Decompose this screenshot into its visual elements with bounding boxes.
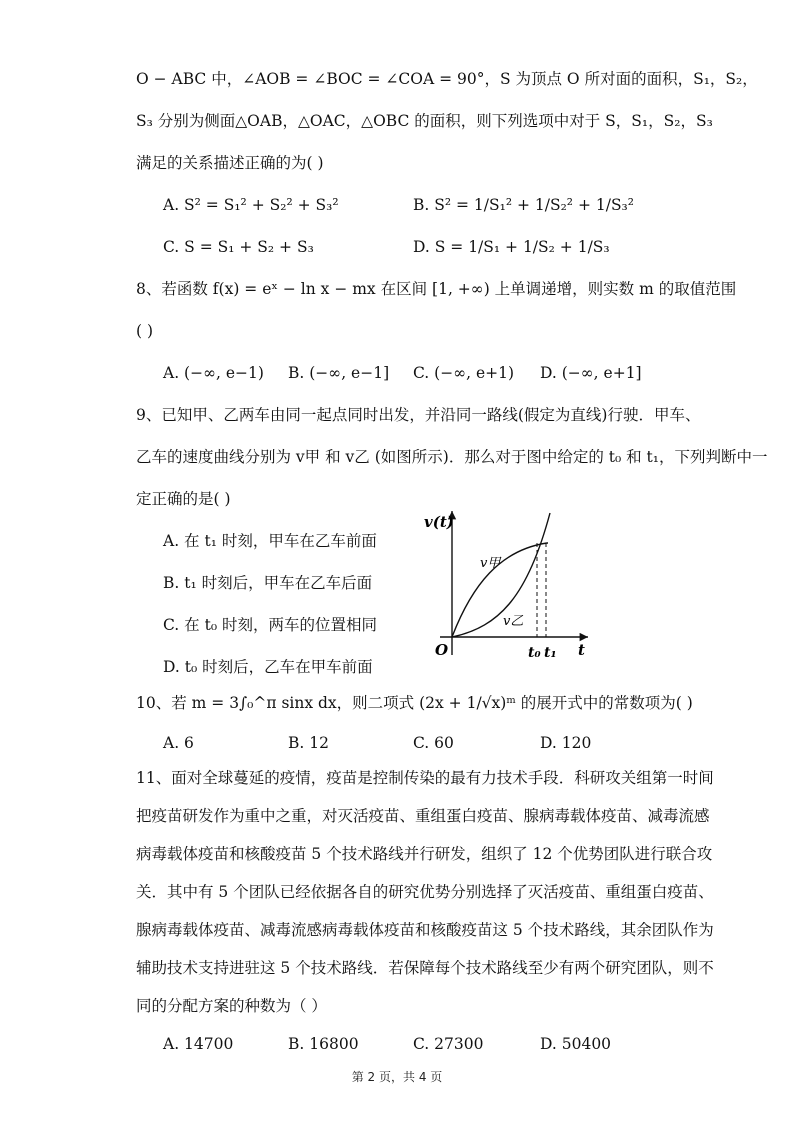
q7-option-c: C. S = S₁ + S₂ + S₃ [163, 238, 314, 256]
q8-line1: 8、若函数 f(x) = eˣ − ln x − mx 在区间 [1, +∞) 上单调递增，则实数 m 的取值范围 [136, 280, 737, 298]
q11-line3: 病毒载体疫苗和核酸疫苗 5 个技术路线并行研发，组织了 12 个优势团队进行联合攻 [136, 845, 713, 863]
q11-option-d: D. 50400 [540, 1035, 612, 1053]
q9-option-c: C. 在 t₀ 时刻，两车的位置相同 [163, 616, 377, 634]
page-footer: 第 2 页，共 4 页 [351, 1070, 443, 1084]
q7-option-d: D. S = 1/S₁ + 1/S₂ + 1/S₃ [413, 238, 610, 256]
q11-option-b: B. 16800 [288, 1035, 359, 1053]
q7-line3: 满足的关系描述正确的为( ) [136, 154, 324, 172]
v-yi-label: v乙 [503, 614, 524, 629]
q7-line2: S₃ 分别为侧面△OAB，△OAC，△OBC 的面积，则下列选项中对于 S，S₁，S₂，S₃ [136, 112, 713, 130]
t0-label: t₀ [528, 645, 541, 661]
q8-option-b: B. (−∞, e−1] [288, 364, 390, 382]
x-axis-label: t [578, 641, 585, 659]
q8-option-a: A. (−∞, e−1) [163, 364, 264, 382]
q10-option-c: C. 60 [413, 734, 454, 752]
v-jia-label: v甲 [480, 556, 501, 571]
q7-line1: O − ABC 中，∠AOB = ∠BOC = ∠COA = 90°，S 为顶点 O 所对面的面积，S₁，S₂， [136, 70, 758, 88]
q9-option-a: A. 在 t₁ 时刻，甲车在乙车前面 [163, 532, 377, 550]
y-axis-label: v(t) [424, 513, 454, 531]
velocity-graph [410, 505, 600, 670]
q10-option-b: B. 12 [288, 734, 329, 752]
q10-line1: 10、若 m = 3∫₀^π sinx dx，则二项式 (2x + 1/√x)ᵐ 的展开式中的常数项为( ) [136, 694, 693, 712]
q7-option-b: B. S² = 1/S₁² + 1/S₂² + 1/S₃² [413, 196, 634, 214]
origin-label: O [435, 641, 449, 659]
q7-option-a: A. S² = S₁² + S₂² + S₃² [163, 196, 339, 214]
curve-v-yi [452, 513, 550, 637]
q9-line3: 定正确的是( ) [136, 490, 231, 508]
q10-option-d: D. 120 [540, 734, 592, 752]
q8-line2: ( ) [136, 322, 154, 340]
q9-option-b: B. t₁ 时刻后，甲车在乙车后面 [163, 574, 373, 592]
q11-line1: 11、面对全球蔓延的疫情，疫苗是控制传染的最有力技术手段．科研攻关组第一时间 [136, 769, 714, 787]
q8-option-c: C. (−∞, e+1) [413, 364, 515, 382]
q9-option-d: D. t₀ 时刻后，乙车在甲车前面 [163, 658, 373, 676]
q11-line2: 把疫苗研发作为重中之重，对灭活疫苗、重组蛋白疫苗、腺病毒载体疫苗、减毒流感 [136, 807, 710, 825]
q11-line4: 关．其中有 5 个团队已经依据各自的研究优势分别选择了灭活疫苗、重组蛋白疫苗、 [136, 883, 714, 901]
q11-line6: 辅助技术支持进驻这 5 个技术路线．若保障每个技术路线至少有两个研究团队，则不 [136, 959, 714, 977]
q11-option-c: C. 27300 [413, 1035, 484, 1053]
q9-line1: 9、已知甲、乙两车由同一起点同时出发，并沿同一路线(假定为直线)行驶．甲车、 [136, 406, 701, 424]
q9-line2: 乙车的速度曲线分别为 v甲 和 v乙 (如图所示)．那么对于图中给定的 t₀ 和 t₁，下列判断中一 [136, 448, 768, 466]
q11-option-a: A. 14700 [163, 1035, 234, 1053]
q8-option-d: D. (−∞, e+1] [540, 364, 642, 382]
q11-line7: 同的分配方案的种数为（ ） [136, 997, 327, 1015]
t1-label: t₁ [544, 645, 557, 661]
q11-line5: 腺病毒载体疫苗、减毒流感病毒载体疫苗和核酸疫苗这 5 个技术路线，其余团队作为 [136, 921, 714, 939]
q10-option-a: A. 6 [163, 734, 194, 752]
